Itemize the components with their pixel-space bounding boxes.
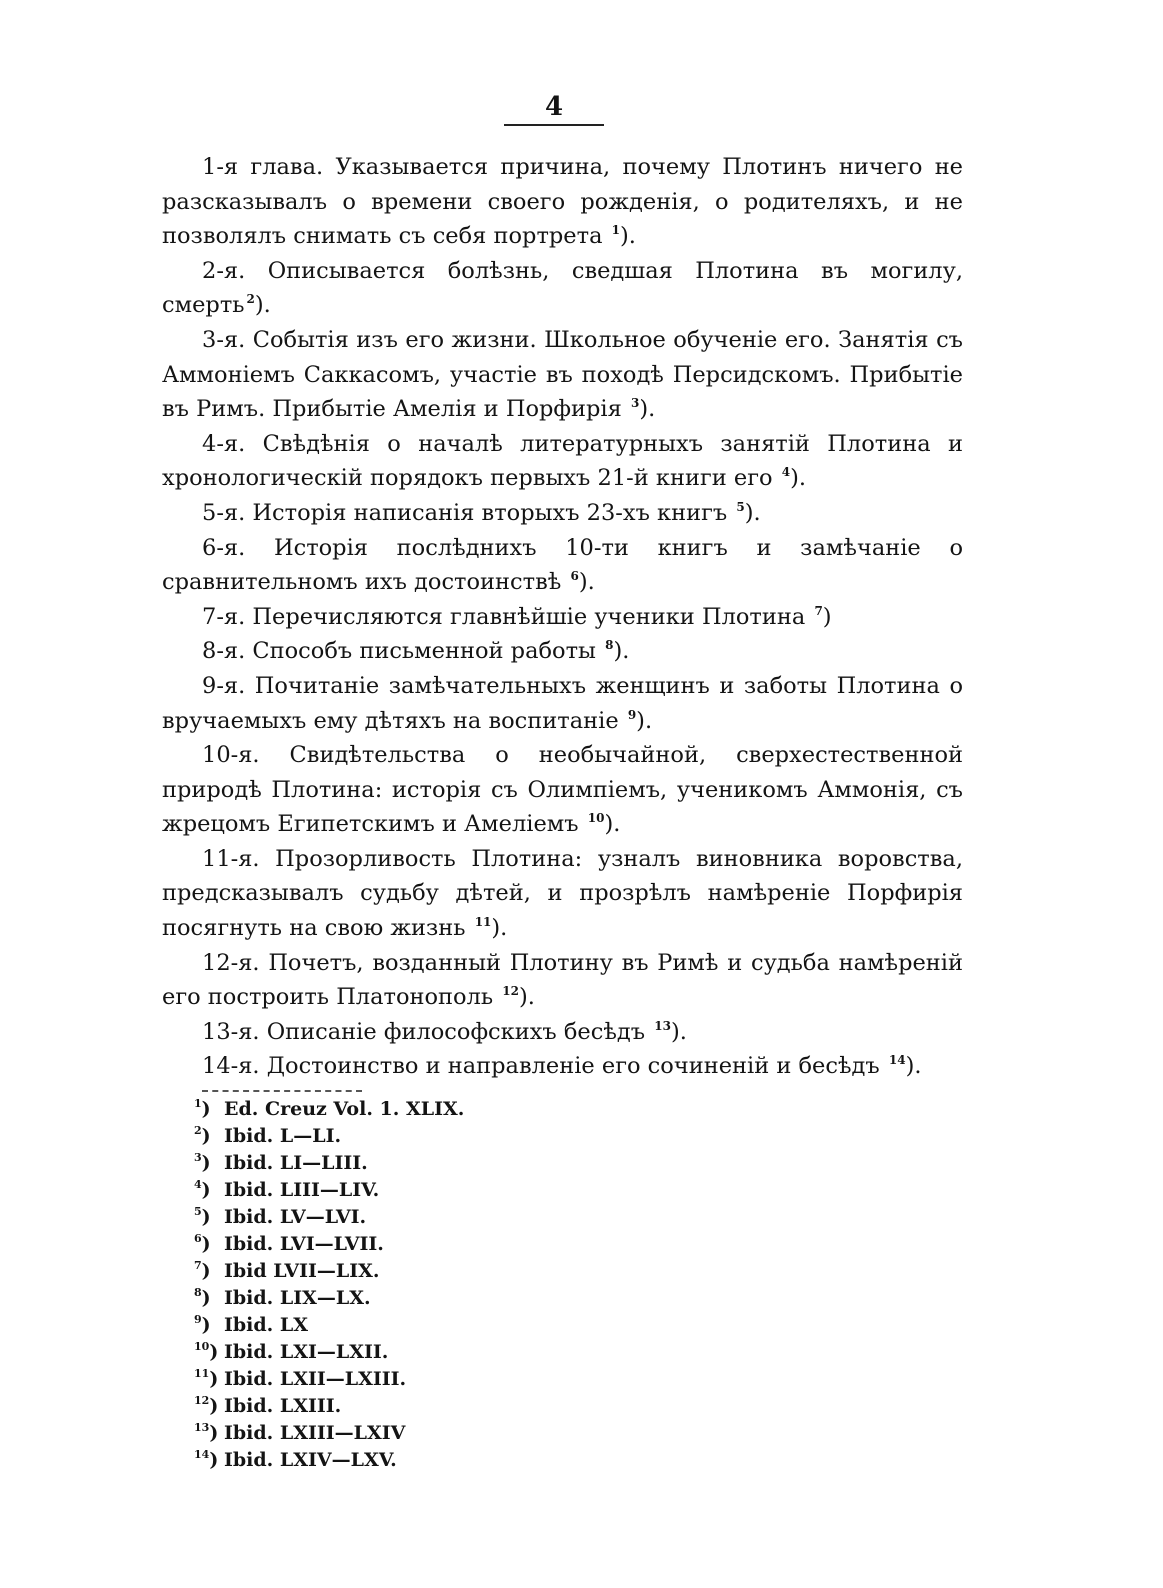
chapter-entry: 2-я. Описывается болѣзнь, сведшая Плотина въ могилу, смерть $^2$). — [162, 257, 963, 319]
footnote-ref: 3 — [630, 396, 640, 411]
footnote: $^{14}$) Ibid. LXIV—LXV. — [194, 1448, 397, 1472]
chapter-entry: 8-я. Способъ письменной работы $^8$). — [202, 638, 630, 665]
chapter-entry: 12-я. Почетъ, возданный Плотину въ Римѣ и судьба намѣреній его построить Платонополь $^{12}$). — [162, 949, 963, 1011]
chapter-entry: 3-я. Событія изъ его жизни. Школьное обученіе его. Занятія съ Аммоніемъ Саккасомъ, участіе въ походѣ Персидскомъ. Прибытіе въ Римъ. Прибытіе Амелія и Порфирія $^3$). — [162, 326, 963, 423]
footnote-ref: 2 — [246, 292, 255, 307]
footnotes-list — [194, 1096, 963, 1474]
footnote: $^7$) Ibid LVII—LIX. — [194, 1259, 380, 1283]
footnote: $^{10}$) Ibid. LXI—LXII. — [194, 1340, 389, 1364]
footnote-ref: 13 — [654, 1018, 671, 1033]
footnote: $^{12}$) Ibid. LXIII. — [194, 1394, 342, 1418]
chapter-entry: 11-я. Прозорливость Плотина: узналъ виновника воровства, предсказывалъ судьбу дѣтей, и прозрѣлъ намѣреніе Порфирія посягнуть на свою жизнь $^{11}$). — [162, 845, 963, 942]
page-number: 4 — [504, 92, 604, 126]
footnote-ref: 12 — [502, 984, 519, 999]
chapter-entry: 7-я. Перечисляются главнѣйшіе ученики Плотина $^7$) — [202, 603, 832, 630]
footnote-ref: 9 — [627, 707, 637, 722]
chapter-entry: 1-я глава. Указывается причина, почему Плотинъ ничего не разсказывалъ о времени своего рожденія, о родителяхъ, и не позволялъ снимать съ себя портрета $^1$). — [162, 154, 963, 250]
footnote-ref: 7 — [814, 603, 823, 618]
footnote: $^4$) Ibid. LIII—LIV. — [194, 1178, 380, 1202]
footnote: $^9$) Ibid. LX — [194, 1313, 309, 1337]
footnote-divider — [202, 1090, 362, 1092]
chapter-summary-list — [162, 150, 963, 1084]
footnote: $^6$) Ibid. LVI—LVII. — [194, 1232, 384, 1256]
footnote-ref: 11 — [474, 915, 492, 930]
footnote: $^8$) Ibid. LIX—LX. — [194, 1286, 371, 1310]
footnote-ref: 5 — [736, 499, 745, 514]
chapter-entry: 9-я. Почитаніе замѣчательныхъ женщинъ и заботы Плотина о вручаемыхъ ему дѣтяхъ на воспитаніе $^9$). — [162, 672, 963, 734]
footnote-ref: 14 — [888, 1053, 906, 1068]
footnote: $^1$) Ed. Creuz Vol. 1. XLIX. — [194, 1097, 465, 1121]
chapter-entry: 6-я. Исторія послѣднихъ 10-ти книгъ и замѣчаніе о сравнительномъ ихъ достоинствѣ $^6$). — [162, 534, 963, 596]
chapter-entry: 14-я. Достоинство и направленіе его сочиненій и бесѣдъ $^{14}$). — [202, 1053, 922, 1080]
footnote-ref: 4 — [781, 465, 791, 480]
chapter-entry: 10-я. Свидѣтельства о необычайной, сверхестественной природѣ Плотина: исторія съ Олимпіемъ, ученикомъ Аммонія, съ жрецомъ Египетскимъ и Амеліемъ $^{10}$). — [162, 742, 963, 838]
footnote-ref: 1 — [611, 223, 621, 238]
chapter-entry: 4-я. Свѣдѣнія о началѣ литературныхъ занятій Плотина и хронологическій порядокъ первыхъ 21-й книги его $^4$). — [162, 430, 963, 492]
footnote: $^{11}$) Ibid. LXII—LXIII. — [194, 1367, 407, 1391]
footnote-ref: 6 — [570, 569, 579, 584]
footnote: $^5$) Ibid. LV—LVI. — [194, 1205, 367, 1229]
chapter-entry: 13-я. Описаніе философскихъ бесѣдъ $^{13}$). — [202, 1018, 687, 1045]
chapter-entry: 5-я. Исторія написанія вторыхъ 23-хъ книгъ $^5$). — [202, 499, 761, 526]
footnote: $^{13}$) Ibid. LXIII—LXIV — [194, 1421, 406, 1445]
footnote: $^2$) Ibid. L—LI. — [194, 1124, 342, 1148]
footnote-ref: 8 — [605, 638, 614, 653]
footnote: $^3$) Ibid. LI—LIII. — [194, 1151, 368, 1175]
footnote-ref: 10 — [587, 811, 605, 826]
